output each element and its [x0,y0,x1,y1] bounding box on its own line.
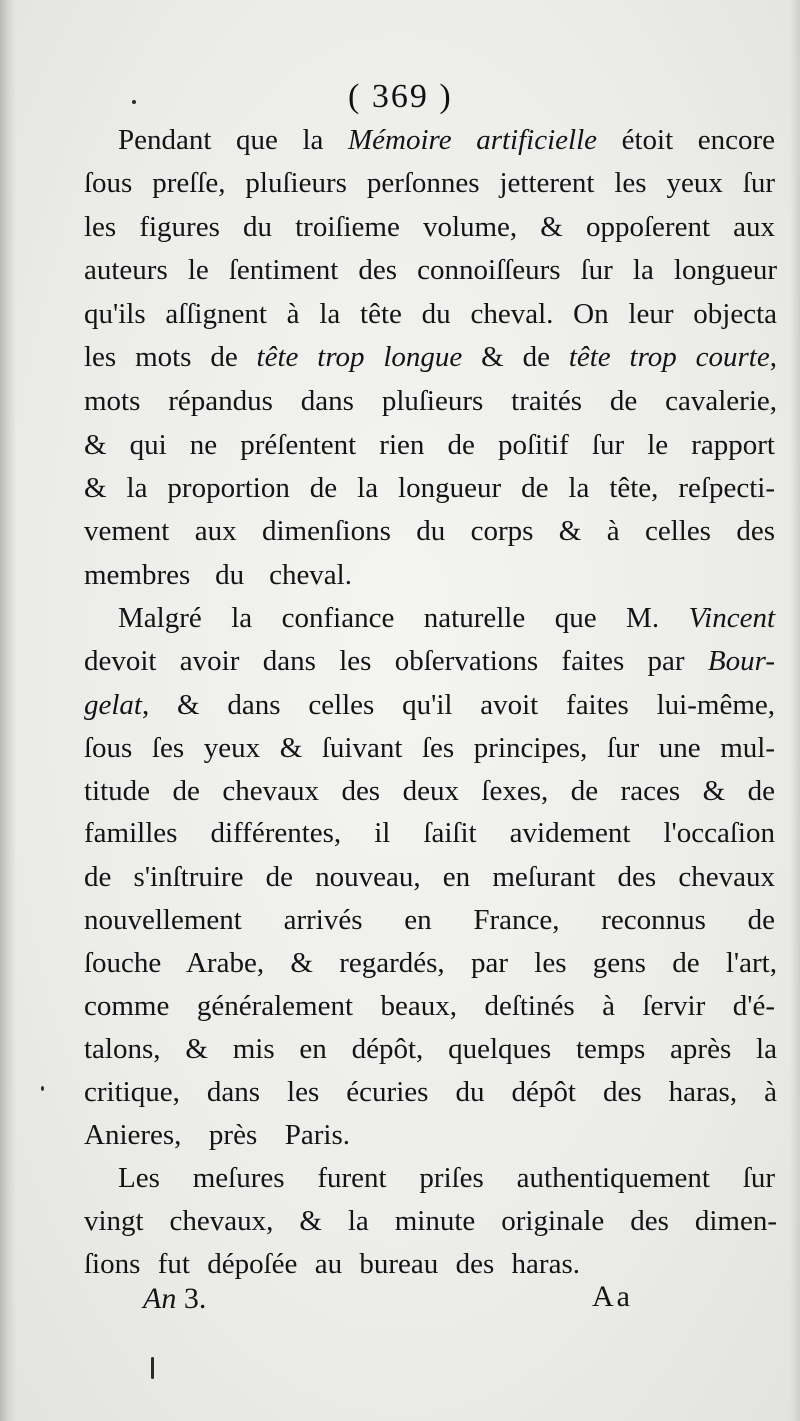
text-run: familles différentes, il ſaiſit avidement l'occaſion [84,817,775,849]
italic-phrase: Vincent [688,602,775,634]
text-run: les mots de [84,341,257,373]
page-number: ( 369 ) [348,78,453,115]
text-run: Malgré la confiance naturelle que M. [118,602,689,634]
text-run: vement aux dimenſions du corps & à celles des [84,515,775,547]
italic-phrase: tête trop courte [568,341,770,373]
text-line [84,517,775,546]
text-run: ſous ſes yeux & ſuivant ſes principes, ſur une mul- [84,732,775,764]
footer-signature: Aa [592,1280,633,1313]
text-line [84,213,775,242]
text-run: & la proportion de la longueur de la tête, reſpecti- [84,472,775,504]
italic-phrase: Mémoire artificielle [348,124,597,156]
text-run: Les meſures furent priſes authentiquement ſur [118,1162,775,1194]
text-run: , & dans celles qu'il avoit faites lui-même, [142,689,775,721]
text-run: , [769,341,777,373]
footer-volume-mark [143,1282,206,1316]
text-line [84,949,777,978]
text-line [84,1121,350,1150]
text-run: vingt chevaux, & la minute originale des dimen- [84,1205,777,1237]
text-run: talons, & mis en dépôt, quelques temps après la [84,1033,777,1065]
italic-phrase: gelat [84,689,142,721]
page-shadow-left [0,0,16,1421]
text-line [84,431,775,460]
text-line [118,604,775,633]
text-run: membres du cheval. [84,559,352,591]
text-line [84,777,775,806]
text-run: critique, dans les écuries du dépôt des haras, à [84,1076,777,1108]
footer-volume-number: 3. [183,1282,207,1315]
text-line [84,474,775,503]
text-line [84,906,775,935]
footer-an: An [143,1282,177,1315]
text-run: & de [462,341,569,373]
text-run: comme généralement beaux, deſtinés à ſervir d'é- [84,990,775,1022]
text-run: mots répandus dans pluſieurs traités de cavalerie, [84,385,777,417]
text-run: ſouche Arabe, & regardés, par les gens de l'art, [84,947,777,979]
text-line [84,387,777,416]
text-line [84,992,775,1021]
text-line [118,1164,775,1193]
text-line [84,819,775,848]
text-line [84,734,775,763]
text-run: nouvellement arrivés en France, reconnus de [84,904,775,936]
text-line [84,1207,777,1236]
text-line [84,561,352,590]
italic-phrase: tête trop longue [256,341,463,373]
text-run: qu'ils aſſignent à la tête du cheval. On leur objecta [84,298,777,330]
text-run: Anieres, près Paris. [84,1119,350,1151]
text-line [118,126,775,155]
text-line [84,343,777,372]
text-run: devoit avoir dans les obſervations faites par [84,645,708,677]
text-line [84,256,777,285]
ink-speck [41,1086,44,1091]
text-line [84,691,775,720]
text-run: titude de chevaux des deux ſexes, de races & de [84,775,775,807]
text-line [84,300,777,329]
ink-speck [132,100,136,104]
text-line [84,1250,580,1279]
page-shadow-right [790,0,800,1421]
text-run: les figures du troiſieme volume, & oppoſerent aux [84,211,775,243]
text-line [84,169,775,198]
text-run: ſous preſſe, pluſieurs perſonnes jetterent les yeux ſur [84,167,775,199]
text-run: de s'inſtruire de nouveau, en meſurant des chevaux [84,861,775,893]
ink-speck [151,1357,154,1379]
text-run: étoit encore [597,124,775,156]
text-line [84,647,775,676]
text-line [84,863,775,892]
text-run: Pendant que la [118,124,348,156]
italic-phrase: Bour- [707,645,775,677]
text-line [84,1078,777,1107]
text-run: auteurs le ſentiment des connoiſſeurs ſur la longueur [84,254,777,286]
text-run: ſions fut dépoſée au bureau des haras. [84,1248,580,1280]
text-run: & qui ne préſentent rien de poſitif ſur le rapport [84,429,775,461]
text-line [84,1035,777,1064]
